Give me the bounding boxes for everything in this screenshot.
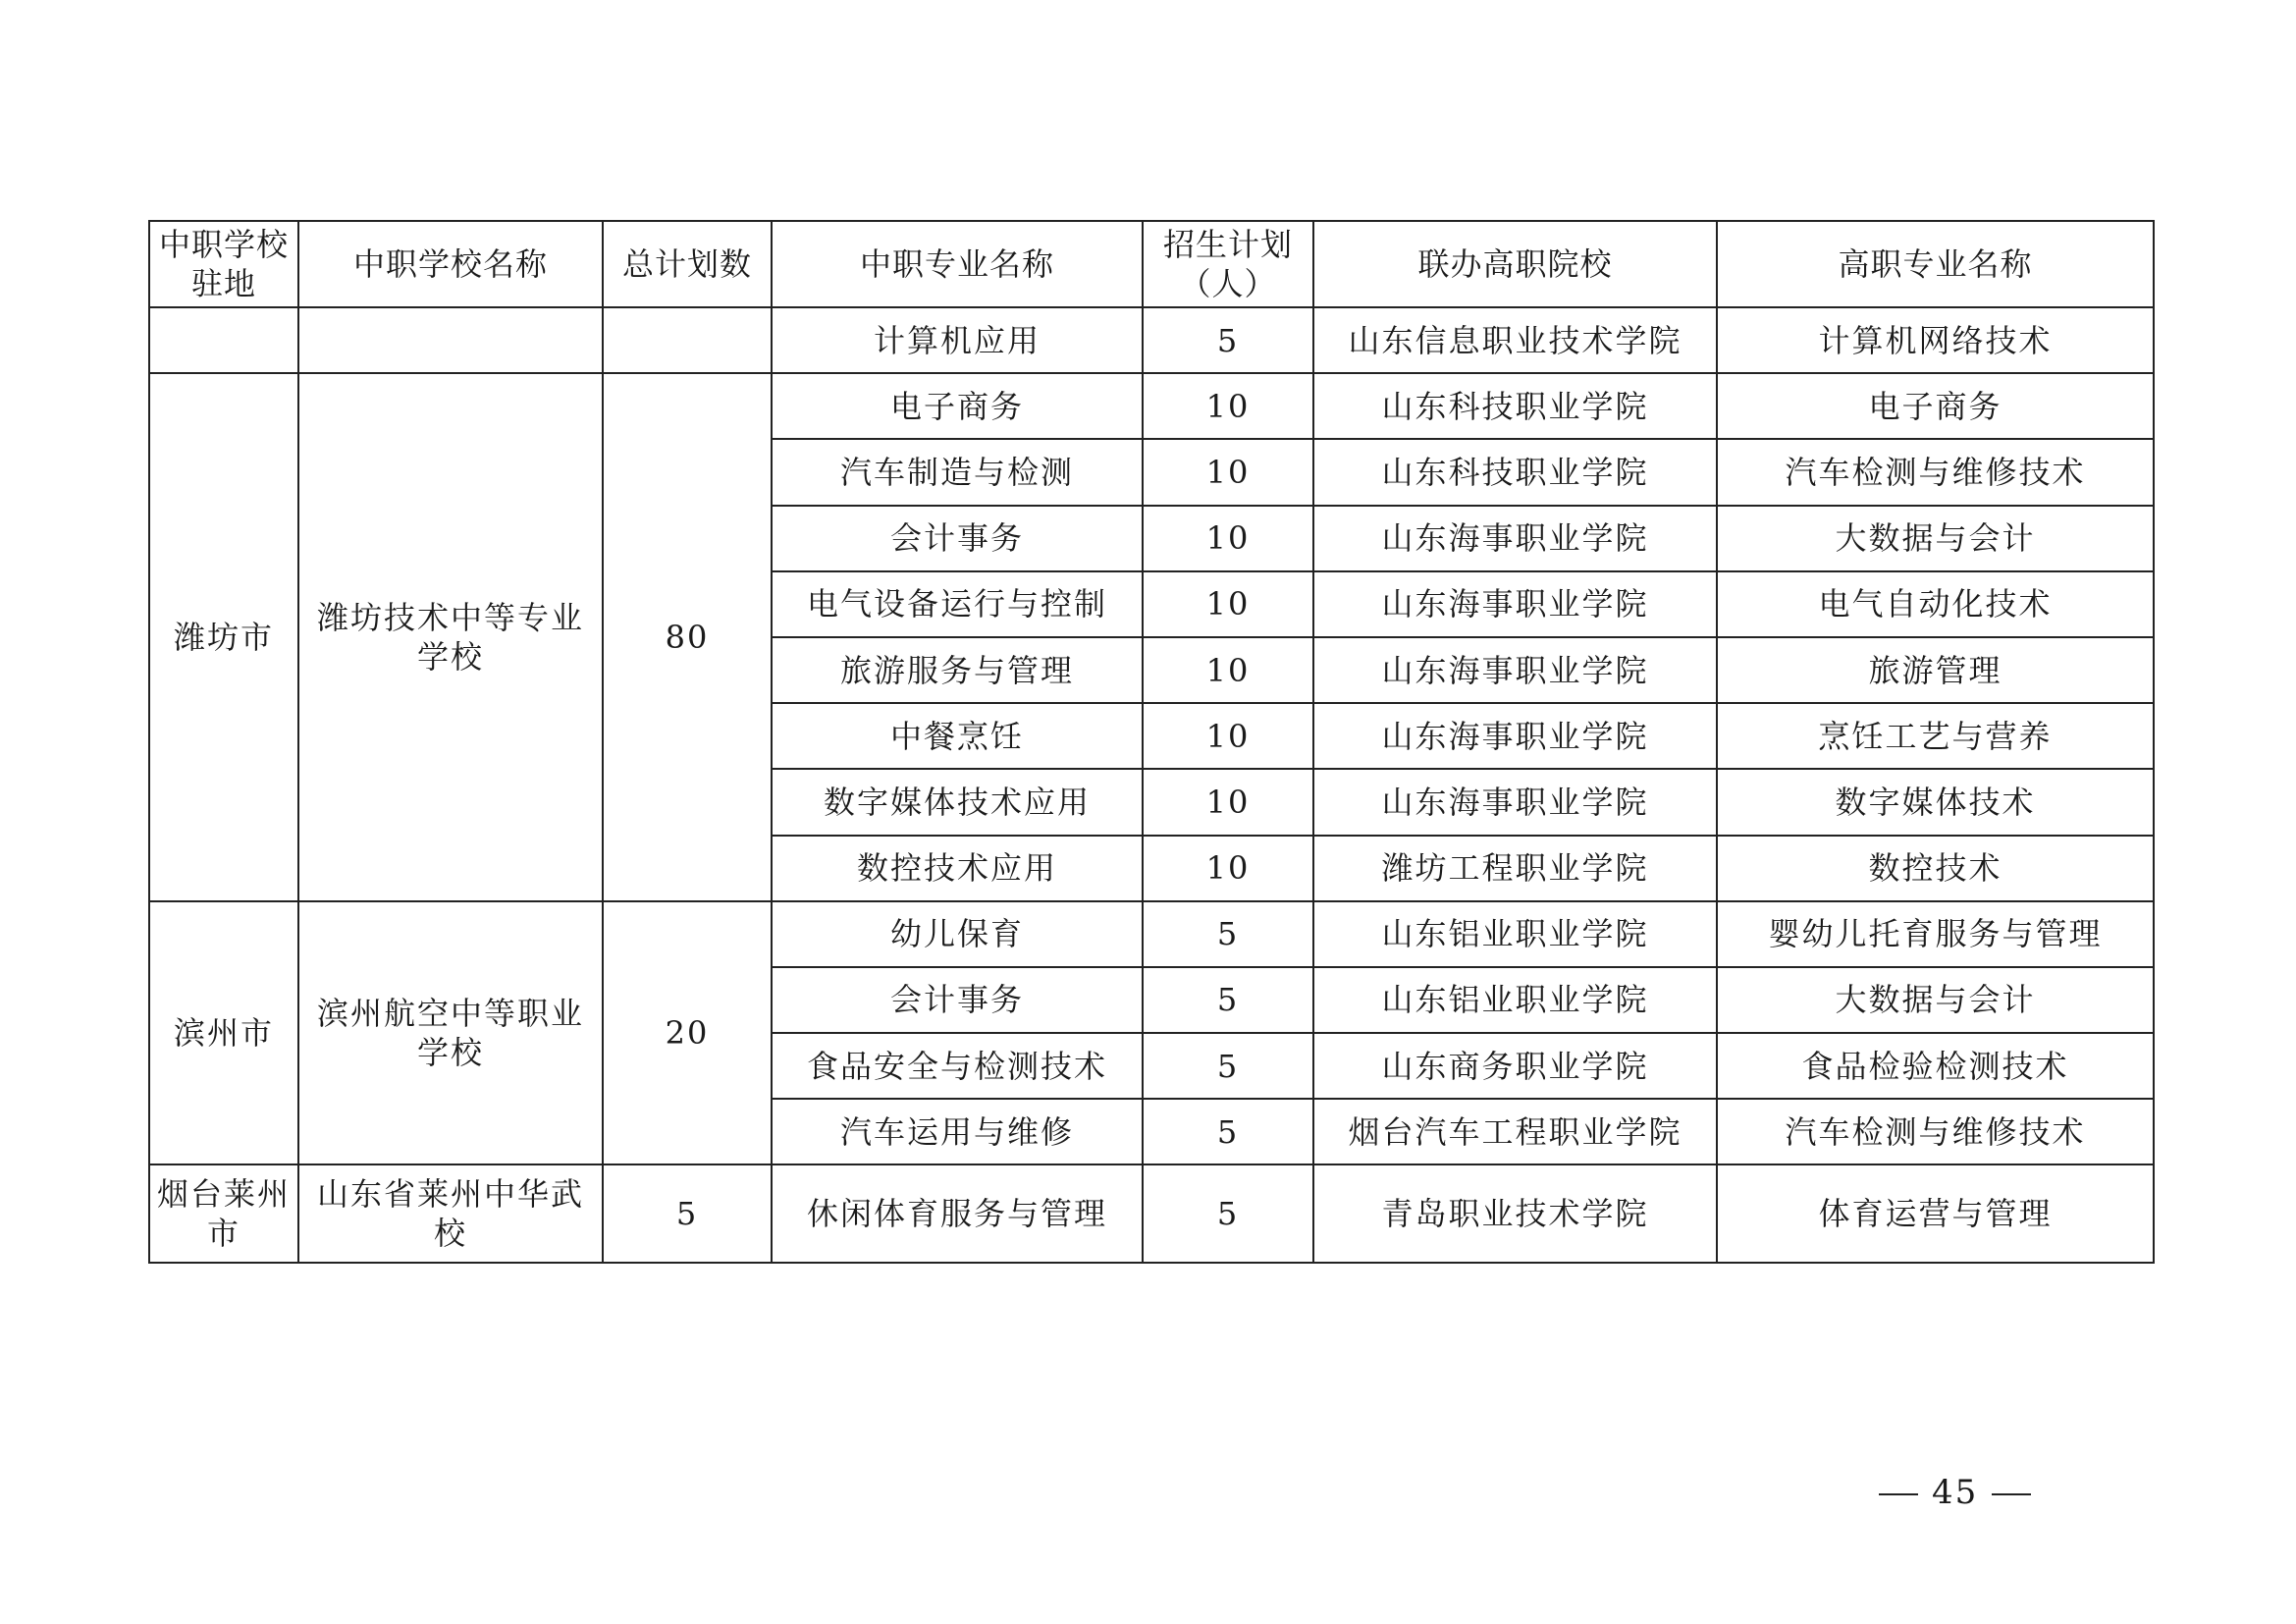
cell-plan: 5	[1143, 307, 1313, 373]
cell-college: 青岛职业技术学院	[1313, 1164, 1717, 1263]
cell-plan: 5	[1143, 1099, 1313, 1164]
cell-college: 潍坊工程职业学院	[1313, 836, 1717, 901]
cell-college: 山东海事职业学院	[1313, 703, 1717, 769]
cell-college-major: 大数据与会计	[1717, 967, 2154, 1033]
page-number	[1865, 1473, 2045, 1512]
cell-total	[603, 307, 772, 373]
cell-plan: 5	[1143, 967, 1313, 1033]
cell-major: 计算机应用	[772, 307, 1143, 373]
cell-major: 汽车制造与检测	[772, 439, 1143, 505]
header-school: 中职学校名称	[298, 221, 603, 307]
cell-school: 潍坊技术中等专业学校	[298, 373, 603, 901]
cell-college: 山东科技职业学院	[1313, 373, 1717, 439]
cell-college-major: 婴幼儿托育服务与管理	[1717, 901, 2154, 967]
cell-major: 中餐烹饪	[772, 703, 1143, 769]
cell-college: 山东海事职业学院	[1313, 769, 1717, 835]
cell-location: 烟台莱州市	[149, 1164, 298, 1263]
cell-college: 山东海事职业学院	[1313, 571, 1717, 637]
cell-major: 会计事务	[772, 967, 1143, 1033]
cell-college-major: 食品检验检测技术	[1717, 1033, 2154, 1099]
cell-plan: 10	[1143, 769, 1313, 835]
cell-college-major: 电子商务	[1717, 373, 2154, 439]
cell-major: 幼儿保育	[772, 901, 1143, 967]
cell-major: 电子商务	[772, 373, 1143, 439]
cell-college-major: 汽车检测与维修技术	[1717, 1099, 2154, 1164]
header-college-major: 高职专业名称	[1717, 221, 2154, 307]
cell-plan: 10	[1143, 373, 1313, 439]
cell-total: 20	[603, 901, 772, 1165]
cell-plan: 10	[1143, 836, 1313, 901]
cell-plan: 10	[1143, 439, 1313, 505]
table-row	[149, 1164, 2154, 1263]
cell-college-major: 汽车检测与维修技术	[1717, 439, 2154, 505]
cell-college: 山东信息职业技术学院	[1313, 307, 1717, 373]
cell-college: 山东海事职业学院	[1313, 506, 1717, 571]
cell-total: 5	[603, 1164, 772, 1263]
cell-plan: 10	[1143, 703, 1313, 769]
table-row	[149, 307, 2154, 373]
table-row	[149, 901, 2154, 967]
cell-major: 数字媒体技术应用	[772, 769, 1143, 835]
cell-college-major: 计算机网络技术	[1717, 307, 2154, 373]
cell-major: 汽车运用与维修	[772, 1099, 1143, 1164]
page-number-dash-right	[1992, 1493, 2031, 1495]
cell-location	[149, 307, 298, 373]
cell-location: 滨州市	[149, 901, 298, 1165]
cell-college: 山东铝业职业学院	[1313, 967, 1717, 1033]
page-number-dash-left	[1879, 1493, 1918, 1495]
cell-college: 山东商务职业学院	[1313, 1033, 1717, 1099]
table-row	[149, 373, 2154, 439]
cell-college-major: 数控技术	[1717, 836, 2154, 901]
cell-school	[298, 307, 603, 373]
header-total: 总计划数	[603, 221, 772, 307]
cell-college: 山东铝业职业学院	[1313, 901, 1717, 967]
cell-plan: 5	[1143, 901, 1313, 967]
cell-plan: 10	[1143, 506, 1313, 571]
cell-college-major: 电气自动化技术	[1717, 571, 2154, 637]
cell-plan: 5	[1143, 1164, 1313, 1263]
cell-college: 山东海事职业学院	[1313, 637, 1717, 703]
cell-college-major: 旅游管理	[1717, 637, 2154, 703]
cell-major: 休闲体育服务与管理	[772, 1164, 1143, 1263]
table-body	[149, 307, 2154, 1263]
cell-college-major: 大数据与会计	[1717, 506, 2154, 571]
header-plan: 招生计划（人）	[1143, 221, 1313, 307]
cell-major: 会计事务	[772, 506, 1143, 571]
cell-school: 山东省莱州中华武校	[298, 1164, 603, 1263]
cell-total: 80	[603, 373, 772, 901]
cell-major: 电气设备运行与控制	[772, 571, 1143, 637]
cell-college-major: 数字媒体技术	[1717, 769, 2154, 835]
header-location: 中职学校驻地	[149, 221, 298, 307]
page-number-value: 45	[1932, 1473, 1979, 1512]
cell-college-major: 体育运营与管理	[1717, 1164, 2154, 1263]
enrollment-plan-table	[148, 220, 2155, 1264]
cell-plan: 10	[1143, 637, 1313, 703]
cell-plan: 5	[1143, 1033, 1313, 1099]
table-header	[149, 221, 2154, 307]
cell-college: 烟台汽车工程职业学院	[1313, 1099, 1717, 1164]
header-row	[149, 221, 2154, 307]
cell-school: 滨州航空中等职业学校	[298, 901, 603, 1165]
cell-major: 数控技术应用	[772, 836, 1143, 901]
cell-plan: 10	[1143, 571, 1313, 637]
cell-college-major: 烹饪工艺与营养	[1717, 703, 2154, 769]
cell-location: 潍坊市	[149, 373, 298, 901]
cell-major: 食品安全与检测技术	[772, 1033, 1143, 1099]
header-college: 联办高职院校	[1313, 221, 1717, 307]
cell-college: 山东科技职业学院	[1313, 439, 1717, 505]
header-major: 中职专业名称	[772, 221, 1143, 307]
cell-major: 旅游服务与管理	[772, 637, 1143, 703]
